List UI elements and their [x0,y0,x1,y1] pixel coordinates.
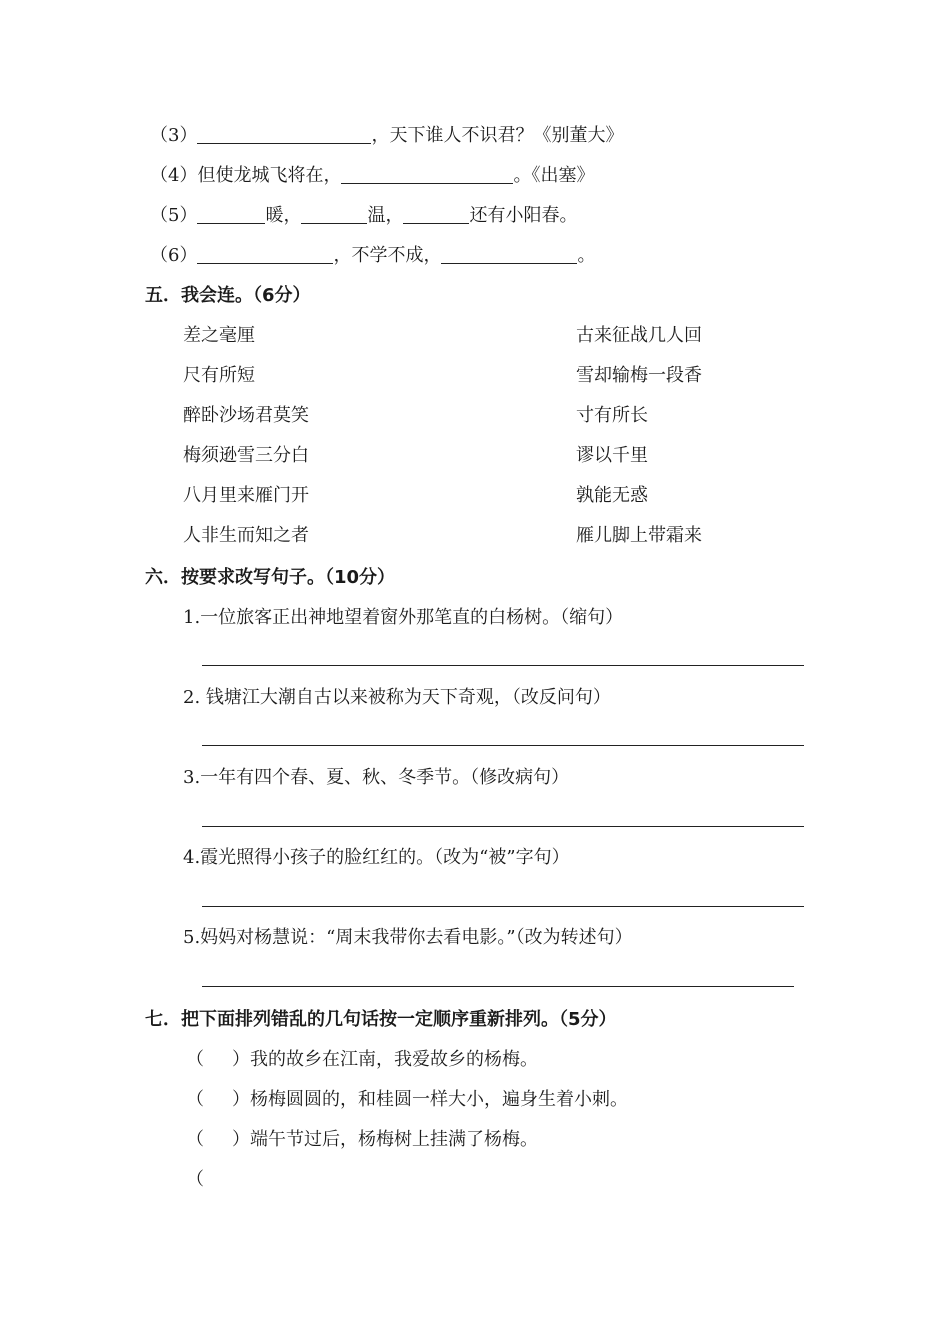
order-item-text: 我的故乡在江南，我爱故乡的杨梅。 [250,1049,538,1070]
section-5-title: 五．我会连。（6分） [145,285,311,306]
match-right-item[interactable]: 孰能无惑 [576,485,648,506]
match-left-item[interactable]: 八月里来雁门开 [183,485,309,506]
fill-item-4 [150,164,594,188]
match-right-item[interactable]: 古来征战几人回 [576,325,702,346]
rewrite-question-3: 3.一年有四个春、夏、秋、冬季节。（修改病句） [183,767,570,788]
item-number: （3） [150,125,198,146]
answer-line-2[interactable] [202,745,804,746]
match-right-item[interactable]: 雁儿脚上带霜来 [576,525,702,546]
match-left-item[interactable]: 人非生而知之者 [183,525,309,546]
item-text: 温， [367,205,404,226]
order-answer-box[interactable]: （ ） [186,1049,250,1070]
blank-field[interactable] [197,125,371,144]
match-left-item[interactable]: 差之毫厘 [183,325,255,346]
item-text: 。《出塞》 [513,165,595,186]
fill-item-3 [150,124,623,148]
order-answer-box[interactable]: （ ） [186,1129,250,1150]
answer-line-3[interactable] [202,826,804,827]
order-item-2 [186,1088,628,1112]
order-item-1 [186,1048,538,1072]
blank-field[interactable] [341,165,513,184]
order-item-text: 杨梅圆圆的，和桂圆一样大小，遍身生着小刺。 [250,1089,628,1110]
answer-line-1[interactable] [202,665,804,666]
blank-field[interactable] [197,245,333,264]
item-text: ，天下谁人不识君？《别董大》 [371,125,624,146]
order-item-text: 端午节过后，杨梅树上挂满了杨梅。 [250,1129,538,1150]
item-text: 但使龙城飞将在， [197,165,342,186]
blank-field[interactable] [441,245,577,264]
answer-line-5[interactable] [202,986,794,987]
blank-field[interactable] [403,205,469,224]
item-text: 暖， [265,205,302,226]
match-right-item[interactable]: 谬以千里 [576,445,648,466]
blank-field[interactable] [301,205,367,224]
rewrite-question-2: 2. 钱塘江大潮自古以来被称为天下奇观，（改反问句） [183,687,611,708]
item-number: （5） [150,205,198,226]
order-item-3 [186,1128,538,1152]
section-6-title: 六．按要求改写句子。（10分） [145,567,396,588]
item-text: 还有小阳春。 [469,205,578,226]
match-left-item[interactable]: 梅须逊雪三分白 [183,445,309,466]
item-number: （4） [150,165,198,186]
blank-field[interactable] [197,205,265,224]
rewrite-question-1: 1.一位旅客正出神地望着窗外那笔直的白杨树。（缩句） [183,607,624,628]
order-item-4 [186,1168,250,1192]
rewrite-question-4: 4.霞光照得小孩子的脸红红的。（改为“被”字句） [183,847,570,868]
match-right-item[interactable]: 寸有所长 [576,405,648,426]
order-answer-box[interactable]: （ ） [186,1089,250,1110]
match-left-item[interactable]: 醉卧沙场君莫笑 [183,405,309,426]
item-text: ，不学不成， [333,245,442,266]
answer-line-4[interactable] [202,906,804,907]
order-answer-box[interactable]: （ [186,1169,204,1190]
item-text: 。 [577,245,596,266]
fill-item-5 [150,204,577,228]
section-7-title: 七．把下面排列错乱的几句话按一定顺序重新排列。（5分） [145,1009,617,1030]
item-number: （6） [150,245,198,266]
fill-item-6 [150,244,595,268]
rewrite-question-5: 5.妈妈对杨慧说：“周末我带你去看电影。”（改为转述句） [183,927,633,948]
match-left-item[interactable]: 尺有所短 [183,365,255,386]
match-right-item[interactable]: 雪却输梅一段香 [576,365,702,386]
